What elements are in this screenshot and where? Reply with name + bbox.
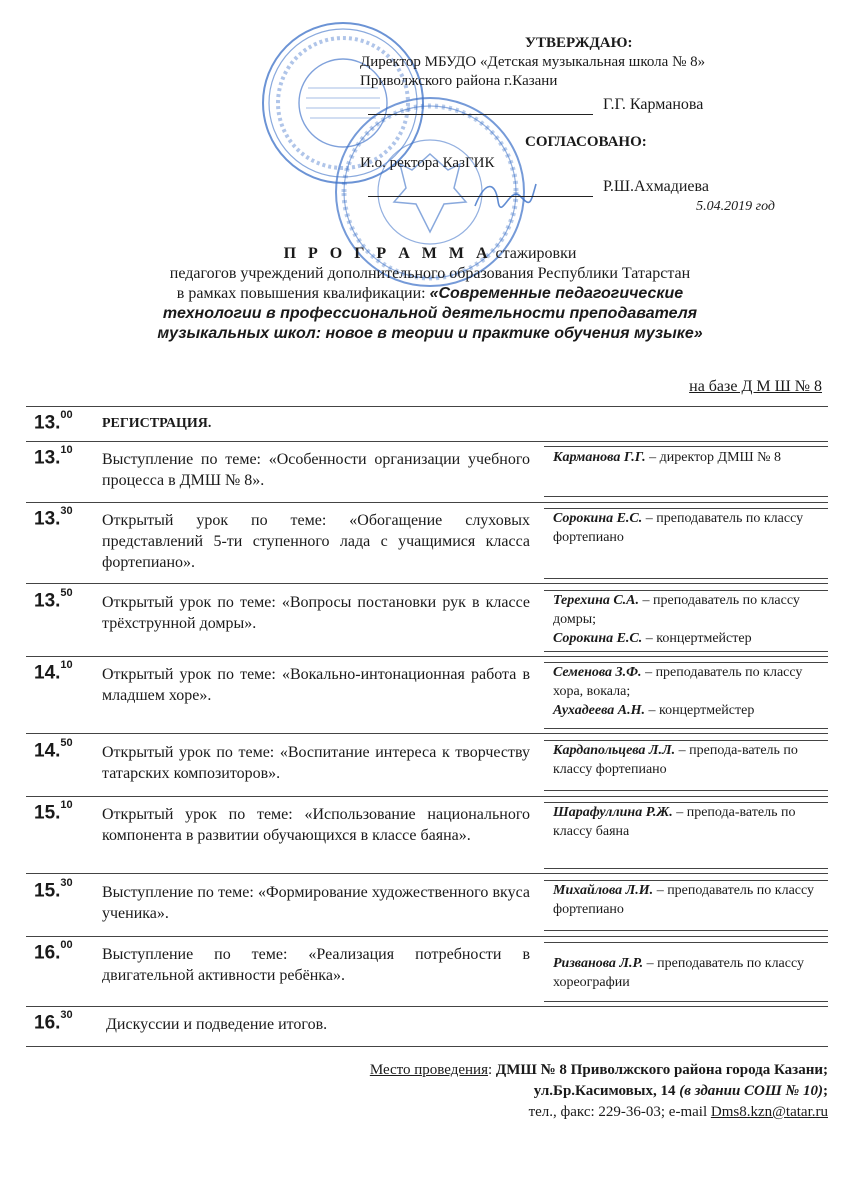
speaker-role: – препода-ватель по классу фортепиано <box>553 743 798 777</box>
title-line-5: музыкальных школ: новое в теории и практике обучения музыке» <box>157 325 703 342</box>
speaker-role: – преподаватель по классу домры; <box>553 593 800 627</box>
time-hour: 15. <box>34 802 61 824</box>
title-line-3 <box>100 284 760 304</box>
speaker-divider <box>544 930 828 931</box>
approval-line-2: Приволжского района г.Казани <box>360 73 558 89</box>
topic-cell: Открытый урок по теме: «Обогащение слуховых представлений 5-ти ступенного лада с учащимися класса фортепиано». <box>102 512 530 571</box>
speaker-divider <box>544 728 828 729</box>
title-line-2: педагогов учреждений дополнительного образования Республики Татарстан <box>169 265 691 282</box>
topic-cell: Выступление по теме: «Особенности организации учебного процесса в ДМШ № 8». <box>102 451 530 489</box>
time-hour: 13. <box>34 590 61 612</box>
agreement-line-1: И.о. ректора КазГИК <box>360 155 495 171</box>
speaker-cell <box>553 741 825 779</box>
speaker-name: Семенова З.Ф. <box>553 665 642 680</box>
speaker-role: – преподаватель по классу хора, вокала; <box>553 665 803 699</box>
title-line-3-prefix: в рамках повышения квалификации: <box>176 285 430 302</box>
place-colon: : <box>487 1062 496 1078</box>
time-minutes: 30 <box>60 1009 73 1021</box>
row-divider <box>26 873 828 874</box>
speaker-divider <box>544 790 828 791</box>
speaker-divider <box>544 508 828 509</box>
row-divider <box>26 656 828 657</box>
time-hour: 13. <box>34 508 61 530</box>
time-minutes: 00 <box>60 409 73 421</box>
speaker-role: – преподаватель по классу хореографии <box>553 956 805 990</box>
topic-cell: Открытый урок по теме: «Воспитание интереса к творчеству татарских композиторов». <box>102 744 530 782</box>
phone: тел., факс: 229-36-03; e-mail <box>528 1104 711 1120</box>
speaker-role: – концертмейстер <box>644 703 755 718</box>
row-divider <box>26 406 828 407</box>
speaker-cell <box>553 803 825 841</box>
speaker-divider <box>544 446 828 447</box>
row-divider <box>26 733 828 734</box>
speaker-role: – препода-ватель по классу баяна <box>553 805 796 839</box>
email-link[interactable]: Dms8.kzn@tatar.ru <box>710 1104 828 1120</box>
row-divider <box>26 1046 828 1047</box>
place-value: ДМШ № 8 Приволжского района города Казани; <box>495 1062 828 1078</box>
address-note: (в здании СОШ № 10) <box>675 1083 823 1099</box>
topic-cell: Открытый урок по теме: «Вокально-интонационная работа в младшем хоре». <box>102 666 530 704</box>
row-divider <box>26 1006 828 1007</box>
speaker-divider <box>544 802 828 803</box>
speaker-name: Шарафуллина Р.Ж. <box>553 805 673 820</box>
time-hour: 13. <box>34 447 61 469</box>
approval-signer: Г.Г. Карманова <box>603 96 704 113</box>
time-hour: 15. <box>34 880 61 902</box>
topic-cell: РЕГИСТРАЦИЯ. <box>102 416 212 431</box>
agreement-heading: СОГЛАСОВАНО: <box>525 134 647 150</box>
footer-block <box>208 1060 828 1123</box>
program-title <box>100 244 760 344</box>
row-divider <box>26 936 828 937</box>
topic-cell: Дискуссии и подведение итогов. <box>106 1016 328 1033</box>
speaker-name: Кардапольцева Л.Л. <box>553 743 676 758</box>
title-line-4: технологии в профессиональной деятельности преподавателя <box>162 305 698 322</box>
speaker-divider <box>544 590 828 591</box>
speaker-divider <box>544 1001 828 1002</box>
speaker-name: Терехина С.А. <box>553 593 640 608</box>
speaker-divider <box>544 651 828 652</box>
address-end: ; <box>823 1083 828 1099</box>
time-cell <box>34 939 73 964</box>
time-hour: 14. <box>34 662 61 684</box>
time-minutes: 50 <box>60 737 73 749</box>
time-minutes: 30 <box>60 505 73 517</box>
time-cell <box>34 587 73 612</box>
speaker-name: Аухадеева А.Н. <box>553 703 645 718</box>
row-divider <box>26 502 828 503</box>
speaker-cell <box>553 591 825 648</box>
time-cell <box>34 505 73 530</box>
speaker-cell <box>553 954 825 992</box>
speaker-divider <box>544 868 828 869</box>
time-cell <box>34 409 73 434</box>
agreement-date: 5.04.2019 год <box>696 199 775 214</box>
topic-cell: Выступление по теме: «Реализация потребности в двигательной активности ребёнка». <box>102 946 530 984</box>
footer-address-line <box>208 1081 828 1102</box>
approval-line-1: Директор МБУДО «Детская музыкальная школа № 8» <box>360 54 706 70</box>
speaker-name: Михайлова Л.И. <box>553 883 654 898</box>
speaker-name: Сорокина Е.С. <box>553 631 643 646</box>
speaker-name: Карманова Г.Г. <box>553 450 646 465</box>
approval-signature-row <box>360 95 800 115</box>
speaker-divider <box>544 496 828 497</box>
topic-cell: Выступление по теме: «Формирование художественного вкуса ученика». <box>102 884 530 922</box>
time-cell <box>34 799 73 824</box>
row-divider <box>26 441 828 442</box>
program-word: П Р О Г Р А М М А <box>283 245 492 262</box>
time-hour: 13. <box>34 412 61 434</box>
title-line-1 <box>100 244 760 264</box>
speaker-name: Ризванова Л.Р. <box>553 956 644 971</box>
title-line-3-italic: «Современные педагогические <box>429 285 684 302</box>
speaker-divider <box>544 942 828 943</box>
time-cell <box>34 444 73 469</box>
time-minutes: 00 <box>60 939 73 951</box>
time-hour: 16. <box>34 942 61 964</box>
time-cell <box>34 877 73 902</box>
approval-heading: УТВЕРЖДАЮ: <box>525 35 633 51</box>
topic-cell: Открытый урок по теме: «Вопросы постановки рук в классе трёхструнной домры». <box>102 594 530 632</box>
speaker-cell <box>553 663 825 720</box>
time-minutes: 50 <box>60 587 73 599</box>
venue-base: на базе Д М Ш № 8 <box>689 378 822 395</box>
address: ул.Бр.Касимовых, 14 <box>533 1083 676 1099</box>
time-hour: 16. <box>34 1012 61 1034</box>
footer-place-line <box>208 1060 828 1081</box>
row-divider <box>26 583 828 584</box>
time-minutes: 10 <box>60 444 73 456</box>
agreement-signer: Р.Ш.Ахмадиева <box>603 178 709 195</box>
speaker-role: – директор ДМШ № 8 <box>645 450 781 465</box>
signature-line <box>368 99 593 115</box>
speaker-divider <box>544 880 828 881</box>
speaker-divider <box>544 578 828 579</box>
speaker-cell <box>553 509 825 547</box>
speaker-divider <box>544 740 828 741</box>
time-minutes: 10 <box>60 659 73 671</box>
speaker-role: – концертмейстер <box>642 631 752 646</box>
speaker-cell <box>553 881 825 919</box>
topic-cell: Открытый урок по теме: «Использование национального компонента в развитии обучающихся в классе баяна». <box>102 806 530 844</box>
speaker-role: – преподаватель по классу фортепиано <box>553 883 815 917</box>
footer-contact-line <box>208 1102 828 1123</box>
signature-line <box>368 181 593 197</box>
time-minutes: 30 <box>60 877 73 889</box>
place-label: Место проведения <box>369 1062 488 1078</box>
approval-block <box>360 34 800 216</box>
time-cell <box>34 659 73 684</box>
speaker-role: – преподаватель по классу фортепиано <box>553 511 804 545</box>
time-cell <box>34 1009 73 1034</box>
row-divider <box>26 796 828 797</box>
time-hour: 14. <box>34 740 61 762</box>
title-rest: стажировки <box>491 245 577 262</box>
time-cell <box>34 737 73 762</box>
speaker-cell <box>553 448 825 467</box>
speaker-divider <box>544 662 828 663</box>
agreement-signature-row <box>360 177 800 197</box>
time-minutes: 10 <box>60 799 73 811</box>
speaker-name: Сорокина Е.С. <box>553 511 643 526</box>
